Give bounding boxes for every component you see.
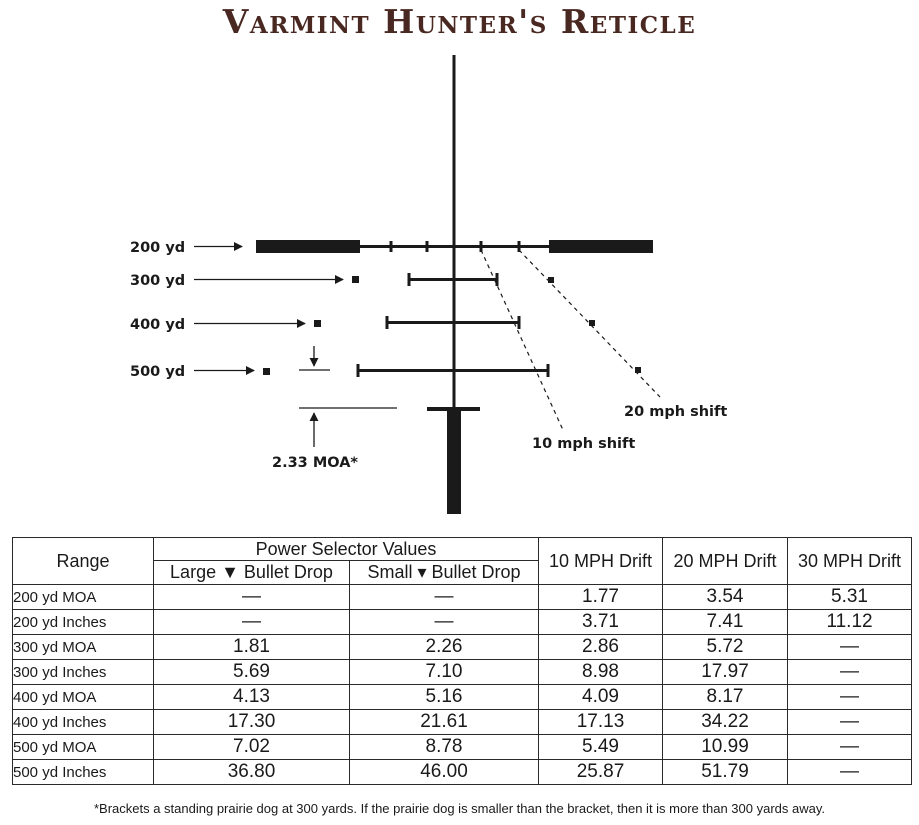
large-drop-cell: 36.80 xyxy=(154,760,350,785)
drift-20-header: 20 MPH Drift xyxy=(663,538,788,585)
drift-10-cell: 5.49 xyxy=(539,735,663,760)
drift-30-cell: — xyxy=(788,710,912,735)
table-row xyxy=(13,610,912,635)
large-drop-cell: 17.30 xyxy=(154,710,350,735)
bottom-post xyxy=(447,408,461,514)
table-row xyxy=(13,585,912,610)
drift-20-cell: 5.72 xyxy=(663,635,788,660)
large-drop-cell: — xyxy=(154,585,350,610)
moa-label: 2.33 MOA* xyxy=(272,455,358,471)
drift-10-cell: 25.87 xyxy=(539,760,663,785)
dot-400yd xyxy=(314,320,321,327)
drift-30-cell: 11.12 xyxy=(788,610,912,635)
drift-30-cell: — xyxy=(788,760,912,785)
drift-30-cell: — xyxy=(788,660,912,685)
small-drop-cell: 8.78 xyxy=(350,735,539,760)
range-cell: 500 yd MOA xyxy=(13,735,154,760)
table-row xyxy=(13,635,912,660)
drift-20-cell: 34.22 xyxy=(663,710,788,735)
drift-20-cell: 10.99 xyxy=(663,735,788,760)
table-row xyxy=(13,685,912,710)
table-row xyxy=(13,710,912,735)
large-bullet-drop-header: Large ▼ Bullet Drop xyxy=(154,561,350,585)
drift-20-cell: 3.54 xyxy=(663,585,788,610)
drift-30-header: 30 MPH Drift xyxy=(788,538,912,585)
drift-20-cell: 8.17 xyxy=(663,685,788,710)
small-drop-cell: 2.26 xyxy=(350,635,539,660)
drift-10-cell: 2.86 xyxy=(539,635,663,660)
page-title: Varmint Hunter's Reticle xyxy=(222,2,697,41)
small-drop-cell: 5.16 xyxy=(350,685,539,710)
small-drop-cell: 7.10 xyxy=(350,660,539,685)
drift-10-cell: 1.77 xyxy=(539,585,663,610)
range-label-500: 500 yd xyxy=(130,364,186,380)
large-drop-cell: — xyxy=(154,610,350,635)
drift-table xyxy=(12,537,912,785)
drift-10-cell: 8.98 xyxy=(539,660,663,685)
drift-30-cell: 5.31 xyxy=(788,585,912,610)
small-drop-cell: 46.00 xyxy=(350,760,539,785)
range-cell: 500 yd Inches xyxy=(13,760,154,785)
range-cell: 400 yd MOA xyxy=(13,685,154,710)
shift-20mph-dot-500 xyxy=(635,367,641,373)
drift-30-cell: — xyxy=(788,735,912,760)
range-label-400: 400 yd xyxy=(130,317,186,333)
range-header: Range xyxy=(13,538,154,585)
shift-10-label: 10 mph shift xyxy=(532,436,636,452)
drift-10-header: 10 MPH Drift xyxy=(539,538,663,585)
small-drop-cell: — xyxy=(350,610,539,635)
small-bullet-drop-header: Small ▾ Bullet Drop xyxy=(350,561,539,585)
shift-20mph-dot-300 xyxy=(548,277,554,283)
shift-20mph-dot-400 xyxy=(589,320,595,326)
drift-20-cell: 7.41 xyxy=(663,610,788,635)
range-cell: 400 yd Inches xyxy=(13,710,154,735)
range-label-300: 300 yd xyxy=(130,273,186,289)
range-label-200: 200 yd xyxy=(130,240,186,256)
drift-10-cell: 3.71 xyxy=(539,610,663,635)
range-cell: 300 yd Inches xyxy=(13,660,154,685)
range-cell: 200 yd MOA xyxy=(13,585,154,610)
table-row xyxy=(13,760,912,785)
drift-30-cell: — xyxy=(788,685,912,710)
power-selector-header: Power Selector Values xyxy=(154,538,539,561)
large-drop-cell: 4.13 xyxy=(154,685,350,710)
large-drop-cell: 5.69 xyxy=(154,660,350,685)
drift-10-cell: 17.13 xyxy=(539,710,663,735)
drift-20-cell: 51.79 xyxy=(663,760,788,785)
footnote: *Brackets a standing prairie dog at 300 yards. If the prairie dog is smaller than the bracket, then it is more than 300 yards away. xyxy=(93,801,826,816)
table-row xyxy=(13,735,912,760)
table-row xyxy=(13,660,912,685)
right-thick-post xyxy=(549,240,653,253)
large-drop-cell: 7.02 xyxy=(154,735,350,760)
dot-500yd xyxy=(263,368,270,375)
shift-20-label: 20 mph shift xyxy=(624,404,728,420)
small-drop-cell: 21.61 xyxy=(350,710,539,735)
large-drop-cell: 1.81 xyxy=(154,635,350,660)
left-thick-post xyxy=(256,240,360,253)
drift-30-cell: — xyxy=(788,635,912,660)
range-cell: 300 yd MOA xyxy=(13,635,154,660)
drift-20-cell: 17.97 xyxy=(663,660,788,685)
range-cell: 200 yd Inches xyxy=(13,610,154,635)
drift-10-cell: 4.09 xyxy=(539,685,663,710)
dot-300yd xyxy=(352,276,359,283)
small-drop-cell: — xyxy=(350,585,539,610)
